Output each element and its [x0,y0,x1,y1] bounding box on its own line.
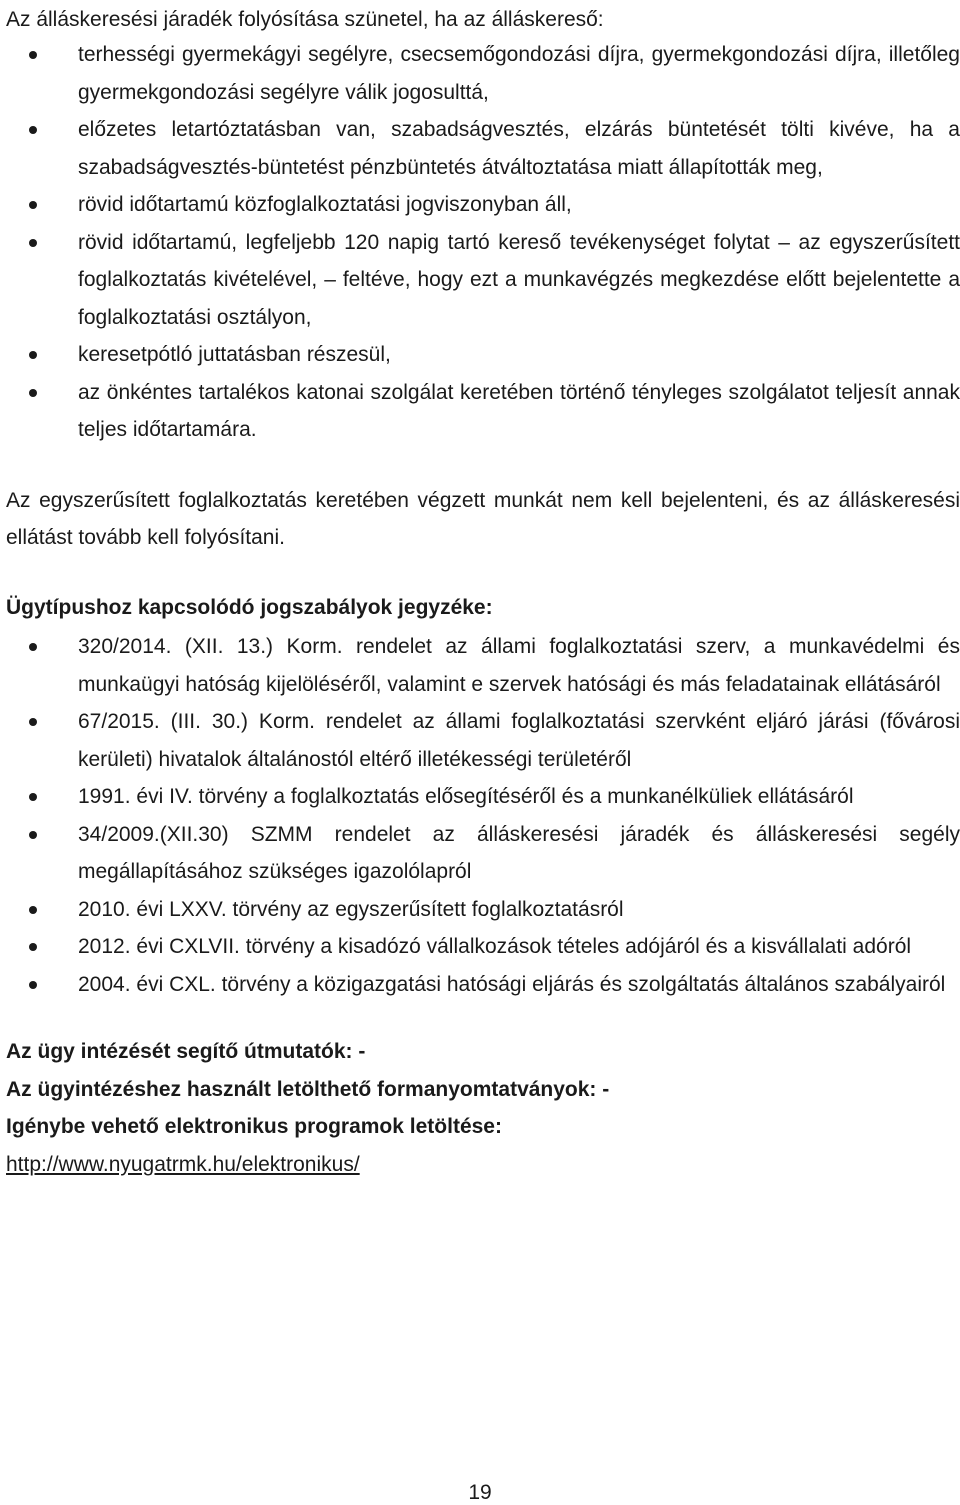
bullet-icon [29,793,37,801]
bullet-icon [29,718,37,726]
guides-heading: Az ügy intézését segítő útmutatók: - [6,1040,366,1063]
page-number: 19 [468,1481,492,1504]
list-item [6,336,960,374]
list-item [6,224,960,337]
list-item [6,966,960,1004]
bullet-icon [29,126,37,134]
bullet-icon [29,943,37,951]
list-item-text: 320/2014. (XII. 13.) Korm. rendelet az állami foglalkoztatási szerv, a munkavédelmi és munkaügyi hatóság kijelöléséről, valamint e szervek hatósági és más feladatainak ellátásáról [78,635,960,696]
bullet-icon [29,389,37,397]
list-item [6,36,960,111]
programs-heading: Igénybe vehető elektronikus programok letöltése: [6,1115,502,1138]
bullet-icon [29,981,37,989]
list-item-text: 2012. évi CXLVII. törvény a kisadózó vállalkozások tételes adójáról és a kisvállalati adóról [78,935,912,958]
list-item [6,891,960,929]
list-item-text: az önkéntes tartalékos katonai szolgálat keretében történő tényleges szolgálatot teljesít annak teljes időtartamára. [78,380,960,441]
list-item [6,703,960,778]
list-item-text: terhességi gyermekágyi segélyre, csecsemőgondozási díjra, gyermekgondozási díjra, illetőleg gyermekgondozási segélyre válik jogosulttá, [78,43,960,104]
bullet-icon [29,239,37,247]
list-item-text: 34/2009.(XII.30) SZMM rendelet az álláskeresési járadék és álláskeresési segély megállapításához szükséges igazolólapról [78,822,960,883]
simplified-employment-note: Az egyszerűsített foglalkoztatás keretében végzett munkát nem kell bejelenteni, és az álláskeresési ellátást tovább kell folyósítani. [6,488,960,549]
bullet-icon [29,643,37,651]
forms-heading: Az ügyintézéshez használt letölthető formanyomtatványok: - [6,1077,610,1101]
list-item-text: rövid időtartamú, legfeljebb 120 napig tartó kereső tevékenységet folytat – az egyszerűsített foglalkoztatás kivételével, – feltéve, hogy ezt a munkavégzés megkezdése előtt bejelentette a foglalkoztatási osztályon, [78,230,960,329]
list-item-text: keresetpótló juttatásban részesül, [78,343,391,366]
bullet-icon [29,201,37,209]
list-item [6,928,960,966]
programs-link[interactable]: http://www.nyugatrmk.hu/elektronikus/ [6,1152,360,1176]
legislation-list [6,628,960,1003]
document-page [6,0,960,1183]
list-item [6,778,960,816]
list-item [6,111,960,186]
list-item-text: rövid időtartamú közfoglalkoztatási jogviszonyban áll, [78,193,572,216]
list-item [6,374,960,449]
bullet-icon [29,351,37,359]
bullet-icon [29,906,37,914]
list-item-text: 2004. évi CXL. törvény a közigazgatási hatósági eljárás és szolgáltatás általános szabályairól [78,972,946,996]
bullet-icon [29,51,37,59]
legislation-heading: Ügytípushoz kapcsolódó jogszabályok jegyzéke: [6,595,493,619]
list-item-text: 67/2015. (III. 30.) Korm. rendelet az állami foglalkoztatási szervként eljáró járási (fővárosi kerületi) hivatalok általánostól eltérő illetékességi területéről [78,710,960,771]
suspension-list [6,36,960,449]
list-item-text: előzetes letartóztatásban van, szabadságvesztés, elzárás büntetését tölti kivéve, ha a szabadságvesztés-büntetést pénzbüntetés átváltoztatása miatt állapították meg, [78,118,960,179]
bullet-icon [29,831,37,839]
suspension-intro: Az álláskeresési járadék folyósítása szünetel, ha az álláskereső: [6,8,604,31]
list-item [6,186,960,224]
list-item-text: 2010. évi LXXV. törvény az egyszerűsített foglalkoztatásról [78,897,624,921]
list-item-text: 1991. évi IV. törvény a foglalkoztatás elősegítéséről és a munkanélküliek ellátásáról [78,785,854,808]
list-item [6,816,960,891]
list-item [6,628,960,703]
